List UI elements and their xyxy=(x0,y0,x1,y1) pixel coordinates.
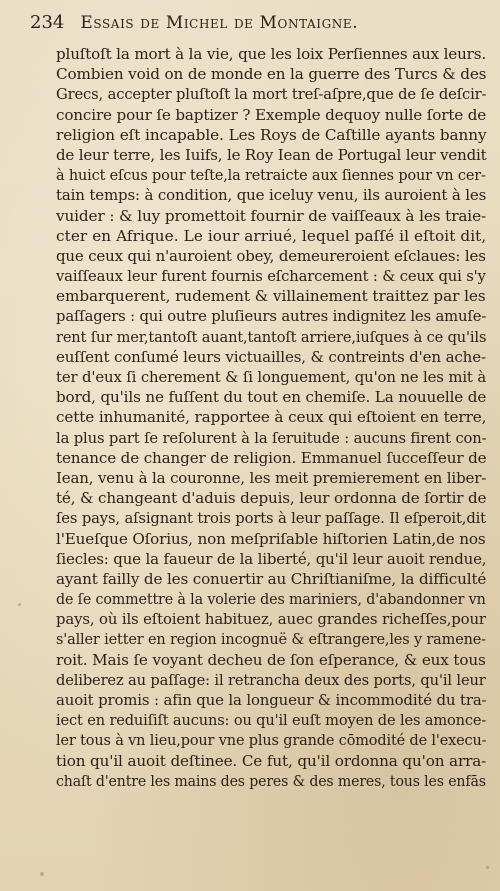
text-line: Iean, venu à la couronne, les meit premierement en liber- xyxy=(56,468,487,487)
text-line: tion qu'il auoit deſtinee. Ce fut, qu'il ordonna qu'on arra- xyxy=(56,751,487,770)
text-line: chaſt d'entre les mains des peres & des meres, tous les enfās xyxy=(56,771,486,790)
text-line: ayant failly de les conuertir au Chriſtianiſme, la difficulté xyxy=(56,569,487,588)
text-line: té, & changeant d'aduis depuis, leur ordonna de ſortir de xyxy=(56,489,487,508)
text-line: s'aller ietter en region incognuë & eſtrangere,les y ramene- xyxy=(56,630,486,649)
text-line: à huict eſcus pour teſte,la retraicte aux ſiennes pour vn cer- xyxy=(56,166,486,185)
text-line: paſſagers : qui outre pluſieurs autres indignitez les amuſe- xyxy=(56,307,487,326)
body-text xyxy=(56,44,486,791)
text-line: cter en Afrique. Le iour arriué, lequel paſſé il eſtoit dit, xyxy=(56,226,487,245)
running-header xyxy=(30,12,490,42)
text-line: concire pour ſe baptizer ? Exemple dequoy nulle ſorte de xyxy=(56,105,487,124)
text-line: la plus part ſe reſolurent à la ſeruitude : aucuns firent con- xyxy=(56,428,487,447)
foxing-spot xyxy=(40,872,44,876)
foxing-spot xyxy=(18,603,21,606)
text-line: roit. Mais ſe voyant decheu de ſon eſperance, & eux tous xyxy=(56,650,486,669)
text-line: Combien void on de monde en la guerre des Turcs & des xyxy=(56,65,487,84)
text-line: que ceux qui n'auroient obey, demeureroient eſclaues: les xyxy=(56,246,486,265)
text-line: iect en reduiſiſt aucuns: ou qu'il euſt moyen de les amonce- xyxy=(56,711,487,730)
text-line: pays, où ils eſtoient habituez, auec grandes richeſſes,pour xyxy=(56,610,486,629)
running-title: Essais de Michel de Montaigne. xyxy=(80,13,359,33)
text-line: ter d'eux ſi cherement & ſi longuement, qu'on ne les mit à xyxy=(56,368,487,386)
text-line: cette inhumanité, rapportee à ceux qui eſtoient en terre, xyxy=(56,408,487,427)
text-line: pluſtoſt la mort à la vie, que les loix Perſiennes aux leurs. xyxy=(56,45,487,63)
text-line: l'Eueſque Oſorius, non meſpriſable hiſtorien Latin,de nos xyxy=(56,529,486,548)
text-line: de leur terre, les Iuifs, le Roy Iean de Portugal leur vendit xyxy=(56,145,487,164)
text-line: ler tous à vn lieu,pour vne plus grande cōmodité de l'execu- xyxy=(56,731,487,750)
text-line: vuider : & luy promettoit fournir de vaiſſeaux à les traie- xyxy=(56,206,486,225)
text-line: vaiſſeaux leur furent fournis eſcharcement : & ceux qui s'y xyxy=(56,267,486,286)
text-line: euſſent conſumé leurs victuailles, & contreints d'en ache- xyxy=(56,347,486,366)
text-line: auoit promis : afin que la longueur & incommodité du tra- xyxy=(56,691,487,709)
text-line: Grecs, accepter pluſtoſt la mort treſ-aſpre,que de ſe deſcir- xyxy=(56,85,487,104)
page-number: 234 xyxy=(30,12,65,33)
text-line: tain temps: à condition, que iceluy venu, ils auroient à les xyxy=(56,186,487,205)
text-line: tenance de changer de religion. Emmanuel ſucceſſeur de xyxy=(56,448,487,467)
text-line: ſes pays, aſsignant trois ports à leur paſſage. Il eſperoit,dit xyxy=(56,509,486,528)
text-line: rent ſur mer,tantoſt auant,tantoſt arriere,iuſques à ce qu'ils xyxy=(56,327,487,346)
text-line: embarquerent, rudement & villainement traittez par les xyxy=(56,287,486,306)
foxing-spot xyxy=(486,866,489,869)
text-line: bord, qu'ils ne fuſſent du tout en chemiſe. La nouuelle de xyxy=(56,388,487,407)
text-line: de ſe commettre à la volerie des mariniers, d'abandonner vn xyxy=(56,590,486,609)
text-line: ſiecles: que la faueur de la liberté, qu'il leur auoit rendue, xyxy=(56,549,487,568)
text-line: religion eſt incapable. Les Roys de Caſtille ayants banny xyxy=(56,125,487,144)
text-line: deliberez au paſſage: il retrancha deux des ports, qu'il leur xyxy=(56,670,486,689)
